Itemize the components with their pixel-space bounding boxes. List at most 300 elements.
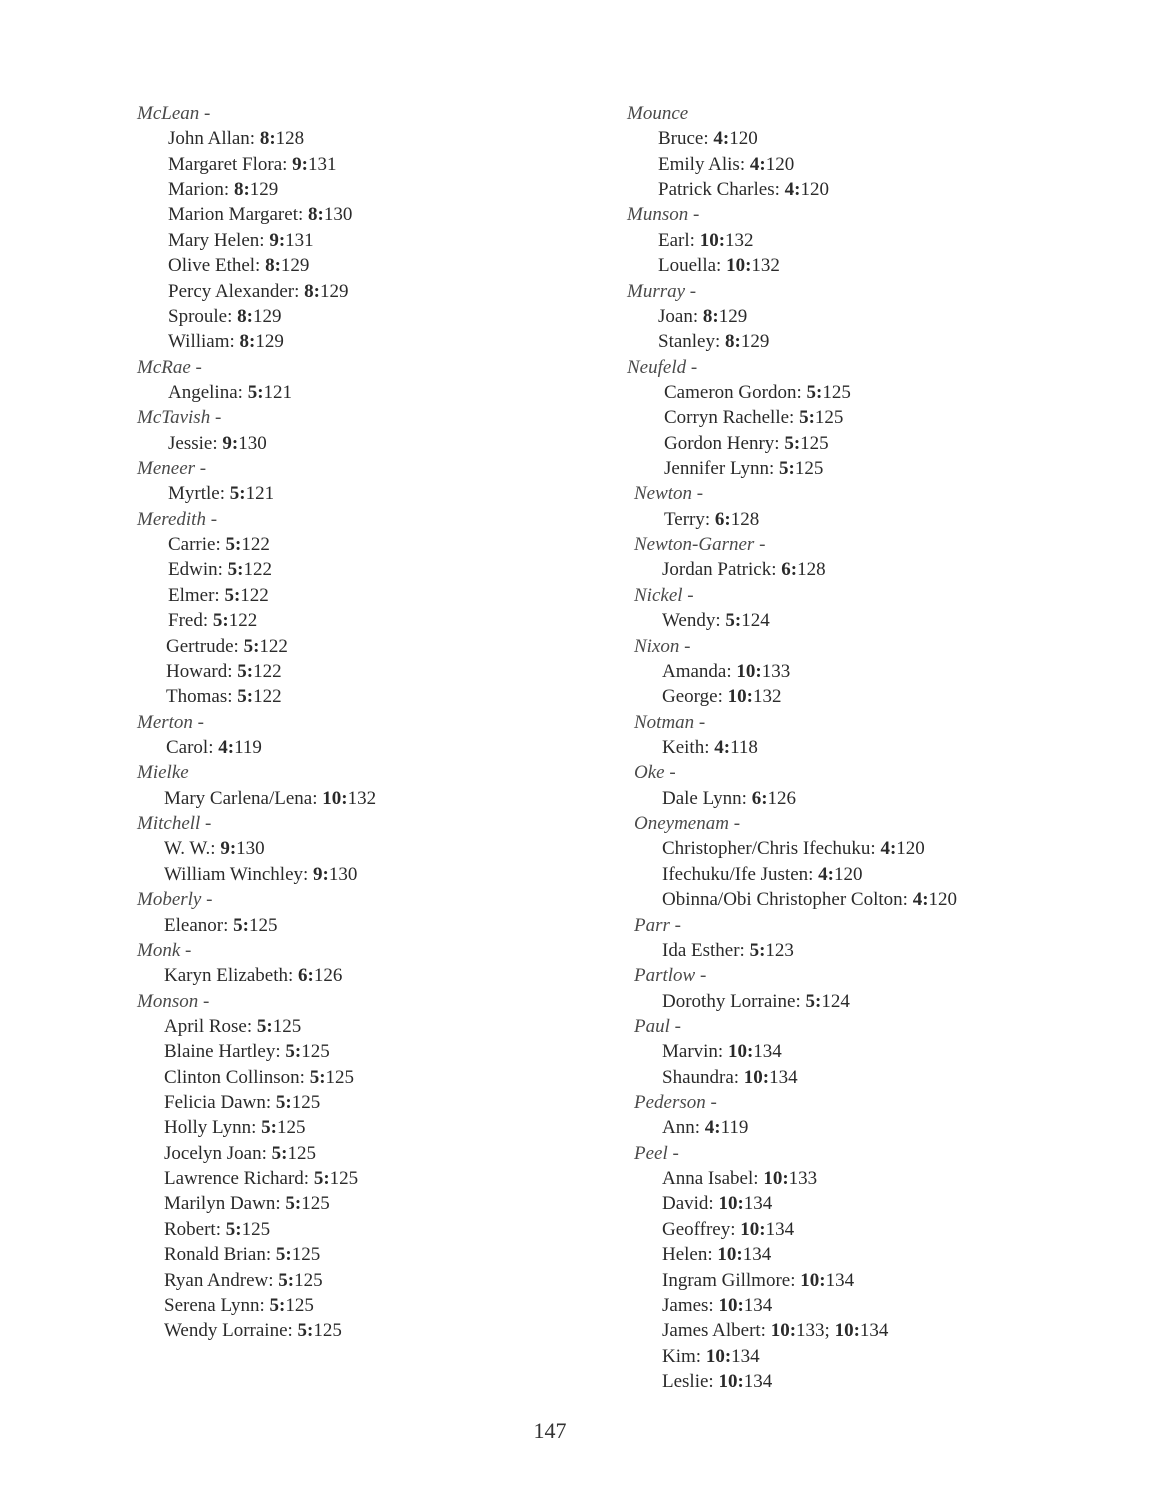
volume-number: 9:: [222, 432, 239, 454]
volume-number: 5:: [229, 483, 246, 505]
page-reference: 128: [730, 508, 760, 530]
volume-number: 8:: [304, 280, 320, 302]
given-name: Ifechuku/Ife Justen:: [662, 863, 819, 885]
index-entry: [137, 380, 577, 405]
surname-heading: Munson -: [627, 204, 700, 226]
surname-heading: Mielke: [137, 762, 189, 784]
volume-number: 5:: [285, 1041, 302, 1063]
page-reference: 130: [238, 432, 267, 454]
index-entry: [627, 735, 1047, 760]
surname-heading: Oke -: [634, 762, 676, 784]
volume-number: 8:: [725, 331, 741, 353]
given-name: Louella:: [658, 255, 727, 277]
page-reference: 125: [294, 1269, 323, 1291]
volume-number: 4:: [818, 863, 834, 885]
surname-heading: McRae -: [137, 356, 202, 378]
page-reference: 120: [928, 889, 958, 911]
page-reference: 120: [800, 179, 829, 201]
surname-heading: Mounce: [627, 103, 689, 124]
index-entry: [137, 1039, 577, 1064]
volume-number: 5:: [297, 1320, 314, 1342]
volume-number: 6:: [714, 508, 731, 530]
page-reference: 134: [765, 1218, 795, 1240]
surname-heading: Parr -: [634, 914, 681, 936]
page-reference: 125: [248, 914, 278, 936]
surname-heading: Moberly -: [137, 889, 213, 911]
index-entry: [627, 938, 1047, 963]
page-reference: 125: [276, 1117, 306, 1139]
volume-number: 8:: [239, 331, 256, 353]
page-reference: 129: [319, 280, 349, 302]
given-name: James Albert:: [662, 1320, 771, 1342]
surname-heading: Partlow -: [634, 965, 707, 987]
given-name: Joan:: [658, 305, 703, 327]
given-name: Marion Margaret:: [168, 204, 308, 226]
page-reference: 126: [767, 787, 797, 809]
volume-number: 5:: [805, 990, 822, 1012]
volume-number: 9:: [313, 863, 329, 885]
surname-heading: Oneymenam -: [634, 813, 741, 835]
page-reference: 125: [285, 1294, 314, 1316]
page-reference: 134: [859, 1320, 889, 1342]
page-reference: 130: [328, 863, 358, 885]
volume-number: 10:: [727, 1041, 754, 1063]
index-entry: [627, 989, 1047, 1014]
index-entry: [627, 405, 1047, 430]
surname-heading: Neufeld -: [627, 356, 698, 378]
volume-number: 5:: [779, 458, 795, 480]
page-reference: 120: [896, 838, 925, 860]
volume-number: 5:: [227, 559, 244, 581]
surname-heading: Nickel -: [634, 584, 694, 606]
page-reference: 125: [794, 458, 824, 480]
given-name: Jocelyn Joan:: [164, 1142, 272, 1164]
index-entry: [137, 1014, 577, 1039]
volume-number: 5:: [237, 660, 254, 682]
page-reference: 120: [765, 153, 795, 175]
page-reference: 125: [291, 1092, 321, 1114]
volume-number: 4:: [912, 889, 929, 911]
volume-number: 9:: [292, 153, 308, 175]
page-reference: 122: [241, 534, 270, 556]
page-reference: 134: [743, 1294, 773, 1316]
given-name: Ida Esther:: [662, 939, 750, 961]
index-entry: [627, 1268, 1047, 1293]
given-name: Lawrence Richard:: [164, 1168, 314, 1190]
volume-number: 9:: [220, 838, 237, 860]
given-name: Howard:: [166, 660, 238, 682]
given-name: Ingram Gillmore:: [662, 1269, 801, 1291]
given-name: William Winchley:: [164, 863, 314, 885]
index-entry: [137, 1115, 577, 1140]
given-name: Wendy:: [662, 610, 726, 632]
volume-number: 5:: [806, 381, 823, 403]
given-name: Karyn Elizabeth:: [164, 965, 299, 987]
page-reference: 125: [822, 381, 851, 403]
index-entry: [137, 126, 577, 151]
volume-number: 10:: [699, 229, 726, 251]
index-entry: [137, 557, 577, 582]
given-name: Obinna/Obi Christopher Colton:: [662, 889, 913, 911]
given-name: Olive Ethel:: [168, 255, 266, 277]
given-name: Marilyn Dawn:: [164, 1193, 286, 1215]
surname-heading: Meredith -: [137, 508, 218, 530]
volume-number: 5:: [278, 1269, 295, 1291]
index-entry: [627, 431, 1047, 456]
page-reference: 134: [731, 1345, 760, 1367]
page-reference: 125: [287, 1142, 316, 1164]
given-name: Robert:: [164, 1218, 226, 1240]
volume-number: 5:: [243, 635, 260, 657]
surname-heading: Newton-Garner -: [634, 534, 766, 556]
volume-number: 5:: [799, 407, 815, 429]
volume-number: 10:: [727, 686, 753, 708]
index-entry: [627, 329, 1047, 354]
index-entry: [627, 177, 1047, 202]
given-name: Bruce:: [658, 128, 714, 150]
given-name: James:: [662, 1294, 719, 1316]
surname-heading: Murray -: [627, 280, 697, 302]
index-entry: [627, 1191, 1047, 1216]
given-name: Terry:: [664, 508, 715, 530]
index-entry: [137, 279, 577, 304]
index-entry: [137, 1065, 577, 1090]
index-entry: [137, 177, 577, 202]
surname-heading: McLean -: [137, 103, 211, 124]
index-entry: [137, 659, 577, 684]
page-reference: 129: [249, 179, 279, 201]
given-name: Carrie:: [168, 534, 226, 556]
given-name: Ann:: [662, 1117, 705, 1139]
page-reference: 134: [825, 1269, 855, 1291]
volume-number: 5:: [269, 1294, 286, 1316]
index-entry: [137, 608, 577, 633]
page-reference: 132: [752, 686, 782, 708]
volume-number: 4:: [880, 838, 897, 860]
index-entry: [137, 735, 577, 760]
page-reference: 125: [800, 432, 829, 454]
index-entry: [137, 1090, 577, 1115]
index-entry: [627, 1242, 1047, 1267]
index-entry: [137, 684, 577, 709]
given-name: Dorothy Lorraine:: [662, 990, 806, 1012]
volume-number: 4:: [218, 736, 235, 758]
page-reference: 134: [742, 1244, 772, 1266]
given-name: Jessie:: [168, 432, 223, 454]
given-name: Helen:: [662, 1244, 718, 1266]
page-reference: 133: [761, 660, 791, 682]
volume-number: 4:: [749, 153, 766, 175]
page-reference: 126: [313, 965, 343, 987]
index-entry: [627, 507, 1047, 532]
page-reference: 132: [751, 255, 780, 277]
index-entry: [137, 963, 577, 988]
volume-number: 5:: [309, 1066, 326, 1088]
page-reference: 125: [313, 1320, 342, 1342]
index-entry: [137, 152, 577, 177]
volume-number: 9:: [269, 229, 286, 251]
given-name: Felicia Dawn:: [164, 1092, 276, 1114]
index-entry: [627, 126, 1047, 151]
given-name: Cameron Gordon:: [664, 381, 807, 403]
index-entry: [137, 862, 577, 887]
page-reference: 131: [285, 229, 314, 251]
page-reference: 128: [275, 128, 305, 150]
index-entry: [137, 634, 577, 659]
volume-number: 10:: [718, 1294, 744, 1316]
volume-number: 8:: [702, 305, 719, 327]
index-entry: [627, 659, 1047, 684]
given-name: Margaret Flora:: [168, 153, 293, 175]
page-reference: 134: [743, 1193, 773, 1215]
given-name: Dale Lynn:: [662, 787, 752, 809]
index-entry: [627, 228, 1047, 253]
index-entry: [627, 887, 1047, 912]
surname-heading: Nixon -: [634, 635, 691, 657]
given-name: Sproule:: [168, 305, 238, 327]
page-reference: 124: [821, 990, 850, 1012]
index-column-left: [137, 101, 577, 1344]
given-name: David:: [662, 1193, 719, 1215]
index-entry: [627, 1065, 1047, 1090]
page-reference: 119: [234, 736, 262, 758]
index-entry: [627, 304, 1047, 329]
page-reference: 125: [325, 1066, 355, 1088]
volume-number: 4:: [784, 179, 801, 201]
index-entry: [137, 532, 577, 557]
volume-number: 8:: [237, 305, 253, 327]
given-name: Corryn Rachelle:: [664, 407, 800, 429]
index-entry: [137, 1191, 577, 1216]
volume-number: 10:: [743, 1066, 770, 1088]
volume-number: 5:: [247, 381, 264, 403]
index-entry: [627, 684, 1047, 709]
volume-number: 10:: [740, 1218, 766, 1240]
index-entry: [627, 1166, 1047, 1191]
given-name: Carol:: [166, 736, 219, 758]
index-entry: [137, 304, 577, 329]
page-reference: 133: [796, 1320, 825, 1342]
volume-number: 4:: [713, 128, 730, 150]
index-entry: [137, 913, 577, 938]
volume-number: 6:: [781, 559, 798, 581]
index-entry: [137, 253, 577, 278]
index-entry: [627, 557, 1047, 582]
index-entry: [137, 1318, 577, 1343]
volume-number: 5:: [212, 610, 229, 632]
volume-number: 6:: [298, 965, 314, 987]
page-reference: 119: [720, 1117, 749, 1139]
volume-number: 10:: [770, 1320, 797, 1342]
page-reference: 129: [252, 305, 282, 327]
index-entry: [137, 481, 577, 506]
given-name: Gordon Henry:: [664, 432, 785, 454]
index-entry: [627, 253, 1047, 278]
given-name: Angelina:: [168, 381, 248, 403]
page-reference: 129: [255, 331, 284, 353]
given-name: Patrick Charles:: [658, 179, 785, 201]
index-entry: [627, 380, 1047, 405]
page-reference: 134: [753, 1041, 782, 1063]
volume-number: 4:: [714, 736, 731, 758]
page-reference: 128: [797, 559, 826, 581]
page-reference: 125: [272, 1015, 302, 1037]
given-name: Ronald Brian:: [164, 1244, 276, 1266]
page-reference: 133: [788, 1168, 818, 1190]
surname-heading: Pederson -: [634, 1092, 717, 1114]
given-name: George:: [662, 686, 728, 708]
volume-number: 5:: [233, 914, 249, 936]
volume-number: 10:: [705, 1345, 732, 1367]
given-name: Elmer:: [168, 584, 225, 606]
page-reference: 134: [769, 1066, 798, 1088]
page-reference: 124: [741, 610, 770, 632]
index-entry: [137, 1166, 577, 1191]
volume-number: 5:: [285, 1193, 302, 1215]
surname-heading: Meneer -: [137, 458, 207, 480]
given-name: Clinton Collinson:: [164, 1066, 310, 1088]
surname-heading: Monson -: [137, 990, 210, 1012]
index-entry: [137, 583, 577, 608]
surname-heading: Mitchell -: [137, 813, 212, 835]
volume-number: 5:: [313, 1168, 330, 1190]
index-entry: [627, 1318, 1047, 1343]
volume-number: 8:: [265, 255, 281, 277]
volume-number: 10:: [763, 1168, 789, 1190]
given-name: Anna Isabel:: [662, 1168, 764, 1190]
page-reference: 122: [259, 635, 288, 657]
index-entry: [627, 152, 1047, 177]
index-entry: [137, 1217, 577, 1242]
given-name: Thomas:: [166, 686, 238, 708]
surname-heading: McTavish -: [137, 407, 222, 429]
given-name: Stanley:: [658, 331, 726, 353]
given-name: Wendy Lorraine:: [164, 1320, 298, 1342]
volume-number: 8:: [308, 204, 324, 226]
page-reference: 122: [253, 686, 282, 708]
volume-number: 5:: [271, 1142, 288, 1164]
page-reference: 122: [228, 610, 258, 632]
volume-number: 5:: [225, 534, 242, 556]
volume-number: 10:: [726, 255, 752, 277]
page-reference: 125: [241, 1218, 271, 1240]
volume-number: 8:: [259, 128, 276, 150]
given-name: Marion:: [168, 179, 234, 201]
volume-number: 10:: [322, 787, 348, 809]
volume-number: 8:: [233, 179, 250, 201]
given-name: John Allan:: [168, 128, 260, 150]
page-reference: 131: [308, 153, 337, 175]
page-reference: 125: [291, 1244, 321, 1266]
ref-separator: ;: [824, 1320, 835, 1342]
page-reference: 118: [730, 736, 758, 758]
surname-heading: Peel -: [634, 1142, 679, 1164]
volume-number: 5:: [261, 1117, 277, 1139]
given-name: Geoffrey:: [662, 1218, 741, 1240]
index-entry: [627, 1293, 1047, 1318]
index-entry: [627, 608, 1047, 633]
given-name: William:: [168, 331, 240, 353]
page-reference: 122: [253, 660, 282, 682]
given-name: Edwin:: [168, 559, 228, 581]
index-entry: [137, 1293, 577, 1318]
given-name: Blaine Hartley:: [164, 1041, 286, 1063]
page-reference: 132: [725, 229, 754, 251]
given-name: Kim:: [662, 1345, 706, 1367]
page-reference: 130: [323, 204, 353, 226]
given-name: Marvin:: [662, 1041, 728, 1063]
volume-number: 10:: [717, 1244, 743, 1266]
given-name: Gertrude:: [166, 635, 244, 657]
given-name: Holly Lynn:: [164, 1117, 262, 1139]
page-reference: 134: [743, 1370, 773, 1392]
page-reference: 125: [814, 407, 844, 429]
index-entry: [627, 1115, 1047, 1140]
index-column-right: [627, 101, 1047, 1394]
volume-number: 10:: [718, 1193, 744, 1215]
given-name: Eleanor:: [164, 914, 234, 936]
given-name: Mary Helen:: [168, 229, 270, 251]
given-name: Mary Carlena/Lena:: [164, 787, 323, 809]
volume-number: 5:: [749, 939, 766, 961]
index-entry: [137, 836, 577, 861]
volume-number: 5:: [275, 1092, 292, 1114]
index-entry: [137, 329, 577, 354]
given-name: Emily Alis:: [658, 153, 750, 175]
volume-number: 6:: [751, 787, 768, 809]
surname-heading: Notman -: [634, 711, 706, 733]
index-entry: [627, 1369, 1047, 1394]
index-entry: [627, 862, 1047, 887]
volume-number: 5:: [275, 1244, 292, 1266]
given-name: Shaundra:: [662, 1066, 744, 1088]
index-entry: [627, 1344, 1047, 1369]
given-name: Ryan Andrew:: [164, 1269, 279, 1291]
given-name: Jordan Patrick:: [662, 559, 782, 581]
volume-number: 4:: [704, 1117, 721, 1139]
index-entry: [627, 456, 1047, 481]
volume-number: 10:: [718, 1370, 744, 1392]
page-reference: 121: [245, 483, 275, 505]
index-entry: [137, 786, 577, 811]
volume-number: 5:: [225, 1218, 242, 1240]
page-reference: 125: [329, 1168, 359, 1190]
index-entry: [627, 1039, 1047, 1064]
given-name: Fred:: [168, 610, 213, 632]
given-name: Christopher/Chris Ifechuku:: [662, 838, 881, 860]
given-name: Keith:: [662, 736, 715, 758]
page-reference: 121: [263, 381, 293, 403]
given-name: Earl:: [658, 229, 700, 251]
index-entry: [137, 202, 577, 227]
index-entry: [627, 1217, 1047, 1242]
page-reference: 132: [347, 787, 377, 809]
volume-number: 5:: [784, 432, 801, 454]
page-reference: 129: [280, 255, 310, 277]
index-entry: [627, 786, 1047, 811]
surname-heading: Newton -: [634, 483, 704, 505]
index-entry: [627, 836, 1047, 861]
given-name: Myrtle:: [168, 483, 230, 505]
given-name: April Rose:: [164, 1015, 257, 1037]
index-entry: [137, 431, 577, 456]
given-name: W. W.:: [164, 838, 221, 860]
page-reference: 129: [718, 305, 748, 327]
page-reference: 120: [729, 128, 758, 150]
index-entry: [137, 228, 577, 253]
volume-number: 5:: [224, 584, 241, 606]
page-reference: 129: [740, 331, 770, 353]
